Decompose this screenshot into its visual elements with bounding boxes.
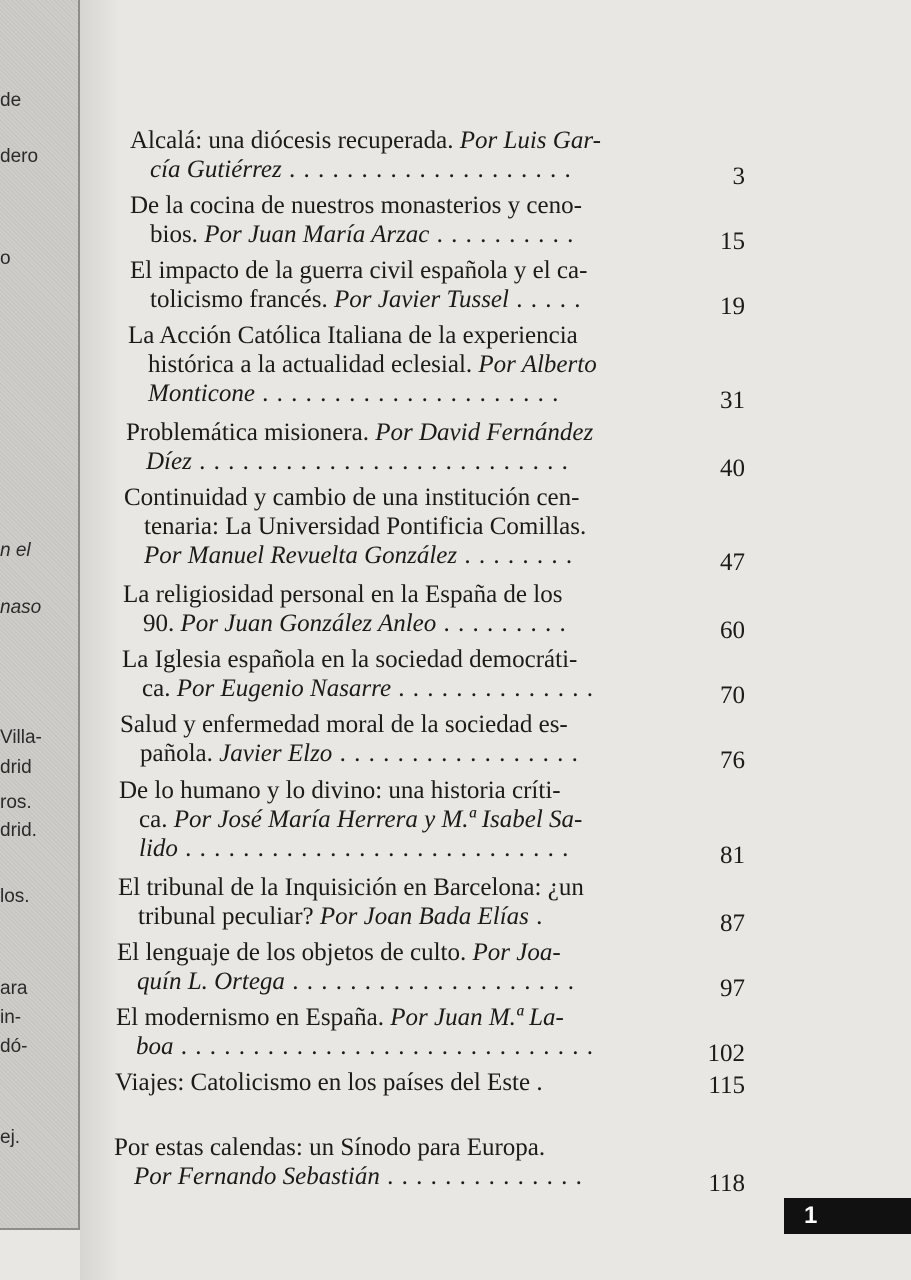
- toc-author-text: Javier Elzo: [219, 740, 333, 767]
- toc-title-text: Problemática misionera.: [126, 419, 376, 446]
- margin-fragment: drid.: [0, 820, 37, 841]
- toc-title-text: Por estas calendas: un Sínodo para Europa.: [114, 1134, 546, 1161]
- toc-author-text: Por Alberto: [478, 351, 597, 378]
- toc-entry-line: [126, 418, 593, 447]
- toc-entry-line: [124, 512, 586, 541]
- toc-entry: [130, 126, 601, 184]
- toc-entry: [119, 776, 582, 863]
- toc-title-text: tolicismo francés.: [150, 286, 334, 313]
- toc-title-text: De la cocina de nuestros monasterios y ceno-: [130, 192, 582, 219]
- toc-title-text: Alcalá: una diócesis recuperada.: [130, 127, 460, 154]
- toc-leader-dots: . . . . . . . . . . . . . . . . . . . .: [284, 968, 575, 995]
- margin-fragment: dero: [0, 146, 39, 167]
- toc-entry-line: [130, 155, 601, 184]
- toc-leader-dots: . . . . .: [508, 286, 582, 313]
- toc-page-number: 76: [720, 747, 745, 774]
- toc-entry-line: [114, 1162, 583, 1191]
- toc-entry-line: [119, 805, 582, 834]
- toc-entry-line: [130, 256, 587, 285]
- page-number-badge: 1: [784, 1198, 911, 1234]
- margin-fragment: in-: [0, 1007, 22, 1028]
- toc-author-text: Por José María Herrera y M.ª Isabel Sa-: [173, 806, 583, 833]
- margin-fragment: ej.: [0, 1127, 21, 1148]
- margin-fragment: de: [0, 90, 22, 111]
- toc-title-text: tribunal peculiar?: [138, 903, 320, 930]
- toc-author-text: Por Luis Gar-: [459, 127, 601, 154]
- toc-author-text: Por Eugenio Nasarre: [176, 675, 392, 702]
- toc-page-number: 40: [720, 455, 745, 482]
- toc-entry: [114, 1133, 583, 1191]
- toc-author-text: Por Manuel Revuelta González: [144, 542, 458, 569]
- toc-title-text: El tribunal de la Inquisición en Barcelona: ¿un: [118, 874, 584, 901]
- toc-title-text: Salud y enfermedad moral de la sociedad es-: [120, 711, 568, 738]
- toc-entry: [128, 321, 597, 408]
- toc-leader-dots: . . . . . . . . . . . . . .: [391, 675, 595, 702]
- margin-fragment: n el: [0, 540, 31, 561]
- toc-title-text: El modernismo en España.: [116, 1004, 391, 1031]
- margin-fragment: ros.: [0, 792, 32, 813]
- toc-entry-line: [116, 1032, 594, 1061]
- toc-entry: [130, 191, 582, 249]
- margin-fragment: drid: [0, 757, 32, 778]
- book-gutter: [80, 0, 120, 1280]
- toc-title-text: Viajes: Catolicismo en los países del Este .: [115, 1069, 543, 1096]
- toc-leader-dots: . . . . . . . . . . . . . . . . . . . .: [281, 156, 572, 183]
- toc-leader-dots: . . . . . . . .: [457, 542, 574, 569]
- toc-leader-dots: . . . . . . . . . . . . . . . . . . . . . . . . . . . . .: [173, 1033, 594, 1060]
- toc-entry-line: [119, 776, 582, 805]
- toc-page-number: 60: [720, 617, 745, 644]
- toc-entry-line: [120, 710, 579, 739]
- toc-page-number: 102: [707, 1040, 745, 1067]
- toc-entry-line: [124, 483, 586, 512]
- toc-title-text: El lenguaje de los objetos de culto.: [117, 939, 473, 966]
- toc-author-text: cía Gutiérrez: [150, 156, 282, 183]
- toc-entry-line: [130, 220, 582, 249]
- margin-fragment: o: [0, 248, 11, 269]
- toc-author-text: Por Juan María Arzac: [204, 221, 430, 248]
- toc-title-text: El impacto de la guerra civil española y el ca-: [130, 257, 588, 284]
- toc-entry-line: [115, 1068, 543, 1097]
- toc-author-text: Díez: [146, 448, 192, 475]
- toc-author-text: Por Joa-: [472, 939, 561, 966]
- toc-page-number: 118: [708, 1170, 745, 1197]
- toc-title-text: pañola.: [140, 740, 220, 767]
- toc-entry: [115, 1068, 543, 1097]
- toc-page-number: 15: [720, 228, 745, 255]
- toc-author-text: boa: [136, 1033, 174, 1060]
- margin-fragment: Villa-: [0, 727, 42, 748]
- toc-entry: [130, 256, 587, 314]
- toc-entry-line: [128, 379, 597, 408]
- toc-title-text: La Acción Católica Italiana de la experiencia: [128, 322, 578, 349]
- toc-page-number: 115: [708, 1072, 745, 1099]
- toc-entry-line: [114, 1133, 583, 1162]
- toc-entry-line: [130, 285, 587, 314]
- margin-fragment: ara: [0, 978, 28, 999]
- margin-fragment: dó-: [0, 1036, 28, 1057]
- toc-entry: [123, 580, 567, 638]
- toc-entry-line: [122, 674, 594, 703]
- toc-title-text: De lo humano y lo divino: una historia críti-: [119, 777, 561, 804]
- toc-entry-line: [119, 834, 582, 863]
- toc-leader-dots: .: [528, 903, 544, 930]
- toc-title-text: bios.: [150, 221, 205, 248]
- toc-entry-line: [120, 739, 579, 768]
- toc-title-text: ca.: [139, 806, 174, 833]
- toc-entry: [126, 418, 593, 476]
- toc-author-text: lido: [139, 835, 178, 862]
- toc-entry-line: [124, 541, 586, 570]
- toc-leader-dots: . . . . . . . . .: [436, 610, 567, 637]
- toc-author-text: Monticone: [148, 380, 255, 407]
- margin-fragment: naso: [0, 597, 42, 618]
- toc-author-text: quín L. Ortega: [137, 968, 285, 995]
- toc-entry-line: [123, 609, 567, 638]
- toc-entry-line: [117, 938, 575, 967]
- toc-author-text: Por Juan González Anleo: [180, 610, 437, 637]
- toc-author-text: Por Joan Bada Elías: [319, 903, 529, 930]
- toc-entry: [116, 1003, 594, 1061]
- toc-title-text: tenaria: La Universidad Pontificia Comillas.: [144, 513, 587, 540]
- toc-leader-dots: . . . . . . . . . .: [429, 221, 575, 248]
- toc-entry-line: [130, 126, 601, 155]
- toc-entry-line: [118, 902, 584, 931]
- toc-author-text: Por Javier Tussel: [333, 286, 509, 313]
- toc-entry: [117, 938, 575, 996]
- toc-title-text: 90.: [143, 610, 181, 637]
- toc-title-text: ca.: [142, 675, 177, 702]
- toc-title-text: histórica a la actualidad eclesial.: [148, 351, 479, 378]
- toc-author-text: Por Fernando Sebastián: [134, 1163, 380, 1190]
- toc-leader-dots: . . . . . . . . . . . . . .: [379, 1163, 583, 1190]
- toc-leader-dots: . . . . . . . . . . . . . . . . . . . . . . . . . . .: [177, 835, 570, 862]
- toc-page-number: 3: [732, 163, 745, 190]
- toc-entry-line: [118, 873, 584, 902]
- toc-author-text: Por David Fernández: [375, 419, 594, 446]
- toc-entry: [120, 710, 579, 768]
- toc-title-text: Continuidad y cambio de una institución cen-: [124, 484, 580, 511]
- toc-author-text: Por Juan M.ª La-: [390, 1004, 564, 1031]
- toc-entry-line: [117, 967, 575, 996]
- toc-page-number: 31: [720, 387, 745, 414]
- toc-entry: [118, 873, 584, 931]
- toc-entry-line: [122, 645, 594, 674]
- toc-page-number: 97: [720, 975, 745, 1002]
- toc-entry: [124, 483, 586, 570]
- adjacent-page-edge: [0, 0, 80, 1230]
- toc-entry: [122, 645, 594, 703]
- toc-entry-line: [126, 447, 593, 476]
- toc-page-number: 47: [720, 549, 745, 576]
- toc-entry-line: [123, 580, 567, 609]
- toc-leader-dots: . . . . . . . . . . . . . . . . . . . . .: [254, 380, 560, 407]
- toc-title-text: La religiosidad personal en la España de los: [123, 581, 563, 608]
- toc-title-text: La Iglesia española en la sociedad democráti-: [122, 646, 578, 673]
- toc-entry-line: [116, 1003, 594, 1032]
- toc-page-number: 19: [720, 293, 745, 320]
- margin-fragment: los.: [0, 886, 30, 907]
- toc-entry-line: [128, 321, 597, 350]
- toc-page-number: 87: [720, 910, 745, 937]
- toc-leader-dots: . . . . . . . . . . . . . . . . . . . . . . . . . .: [191, 448, 569, 475]
- toc-page-number: 81: [720, 842, 745, 869]
- toc-page-number: 70: [720, 682, 745, 709]
- toc-entry-line: [130, 191, 582, 220]
- toc-leader-dots: . . . . . . . . . . . . . . . . .: [332, 740, 579, 767]
- toc-entry-line: [128, 350, 597, 379]
